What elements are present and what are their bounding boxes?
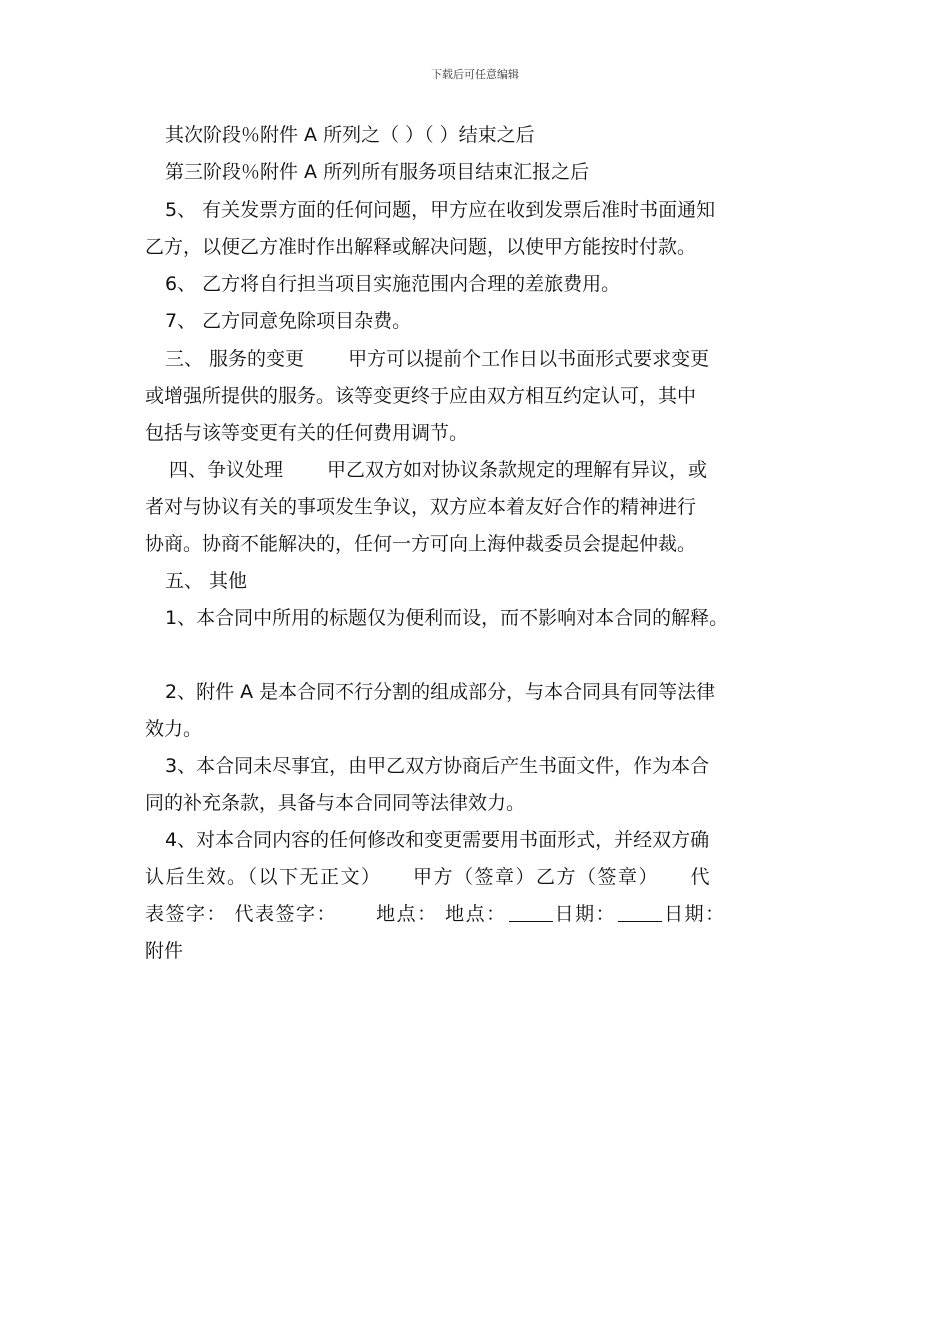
paragraph-line: 其次阶段％附件 A 所列之（ ）（ ）结束之后 xyxy=(165,124,535,146)
paragraph-line: 者对与协议有关的事项发生争议，双方应本着友好合作的精神进行 xyxy=(145,496,697,518)
paragraph-line: 6、 乙方将自行担当项目实施范围内合理的差旅费用。 xyxy=(165,273,621,295)
paragraph-line: 1、本合同中所用的标题仅为便利而设，而不影响对本合同的解释。 xyxy=(165,607,729,629)
paragraph-line: 第三阶段％附件 A 所列所有服务项目结束汇报之后 xyxy=(165,161,590,183)
paragraph-line: 7、 乙方同意免除项目杂费。 xyxy=(165,310,412,332)
signature-fields-line xyxy=(145,901,726,927)
paragraph-line: 协商。协商不能解决的，任何一方可向上海仲裁委员会提起仲裁。 xyxy=(145,533,697,555)
paragraph-line: 5、 有关发票方面的任何问题，甲方应在收到发票后准时书面通知 xyxy=(165,199,716,221)
paragraph-line: 4、对本合同内容的任何修改和变更需要用书面形式，并经双方确 xyxy=(165,829,710,851)
paragraph-line: 或增强所提供的服务。该等变更终于应由双方相互约定认可，其中 xyxy=(145,385,697,407)
section-heading-line: 四、争议处理 甲乙双方如对协议条款规定的理解有异议，或 xyxy=(169,459,708,481)
paragraph-line: 乙方，以便乙方准时作出解释或解决问题，以使甲方能按时付款。 xyxy=(145,236,697,258)
paragraph-line: 包括与该等变更有关的任何费用调节。 xyxy=(145,422,469,444)
blank-underline xyxy=(618,903,662,922)
paragraph-line: 效力。 xyxy=(145,718,203,740)
paragraph-line: 3、本合同未尽事宜，由甲乙双方协商后产生书面文件，作为本合 xyxy=(165,755,710,777)
blank-underline xyxy=(509,903,553,922)
signature-line: 认后生效。（以下无正文） 甲方（签章）乙方（签章） 代 xyxy=(145,866,712,888)
signature-location-label: 表签字： 代表签字： 地点： 地点： xyxy=(145,903,507,925)
page-header: 下载后可任意编辑 xyxy=(431,68,519,81)
section-heading-line: 五、 其他 xyxy=(165,570,248,592)
paragraph-line: 2、附件 A 是本合同不行分割的组成部分，与本合同具有同等法律 xyxy=(165,681,716,703)
section-heading-line: 三、 服务的变更 甲方可以提前个工作日以书面形式要求变更 xyxy=(165,348,710,370)
attachment-label: 附件 xyxy=(145,940,184,962)
paragraph-line: 同的补充条款，具备与本合同同等法律效力。 xyxy=(145,792,526,814)
date-label: 日期： xyxy=(664,903,726,925)
date-label: 日期： xyxy=(554,903,617,925)
